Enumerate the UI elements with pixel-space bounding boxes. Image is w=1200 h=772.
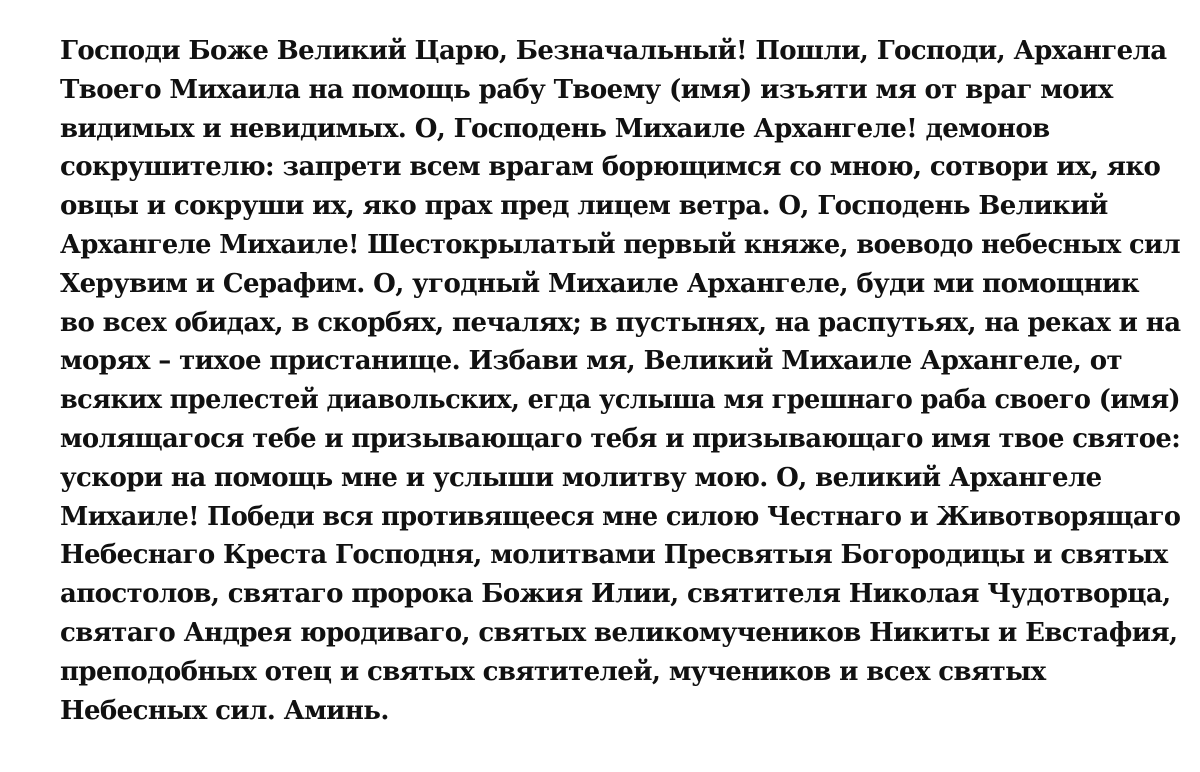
- prayer-line-15: апостолов, святаго пророка Божия Илии, святителя Николая Чудотворца,: [60, 579, 1171, 610]
- prayer-line-18: Небесных сил. Аминь.: [60, 695, 389, 726]
- prayer-line-14: Небеснаго Креста Господня, молитвами Пресвятыя Богородицы и святых: [60, 540, 1168, 571]
- prayer-line-12: ускори на помощь мне и услыши молитву мою. О, великий Архангеле: [60, 462, 1102, 493]
- prayer-line-13: Михаиле! Победи вся противящееся мне силою Честнаго и Животворящаго: [60, 501, 1181, 532]
- prayer-line-11: молящагося тебе и призывающаго тебя и призывающаго имя твое святое:: [60, 423, 1181, 454]
- prayer-line-5: овцы и сокруши их, яко прах пред лицем ветра. О, Господень Великий: [60, 191, 1108, 222]
- prayer-line-10: всяких прелестей диавольских, егда услыша мя грешнаго раба своего (имя): [60, 385, 1181, 416]
- prayer-text: [60, 32, 1180, 730]
- prayer-line-1: Господи Боже Великий Царю, Безначальный! Пошли, Господи, Архангела: [60, 36, 1167, 66]
- prayer-line-17: преподобных отец и святых святителей, мучеников и всех святых: [60, 656, 1046, 687]
- prayer-line-16: святаго Андрея юродиваго, святых великомучеников Никиты и Евстафия,: [60, 617, 1178, 648]
- prayer-line-2: Твоего Михаила на помощь рабу Твоему (имя) изъяти мя от враг моих: [60, 74, 1113, 105]
- prayer-line-7: Херувим и Серафим. О, угодный Михаиле Архангеле, буди ми помощник: [60, 268, 1139, 299]
- prayer-line-3: видимых и невидимых. О, Господень Михаиле Архангеле! демонов: [60, 113, 1050, 144]
- prayer-line-9: морях – тихое пристанище. Избави мя, Великий Михаиле Архангеле, от: [60, 346, 1122, 377]
- prayer-line-8: во всех обидах, в скорбях, печалях; в пустынях, на распутьях, на реках и на: [60, 307, 1181, 338]
- prayer-line-4: сокрушителю: запрети всем врагам борющимся со мною, сотвори их, яко: [60, 152, 1161, 183]
- prayer-line-6: Архангеле Михаиле! Шестокрылатый первый княже, воеводо небесных сил: [60, 229, 1181, 260]
